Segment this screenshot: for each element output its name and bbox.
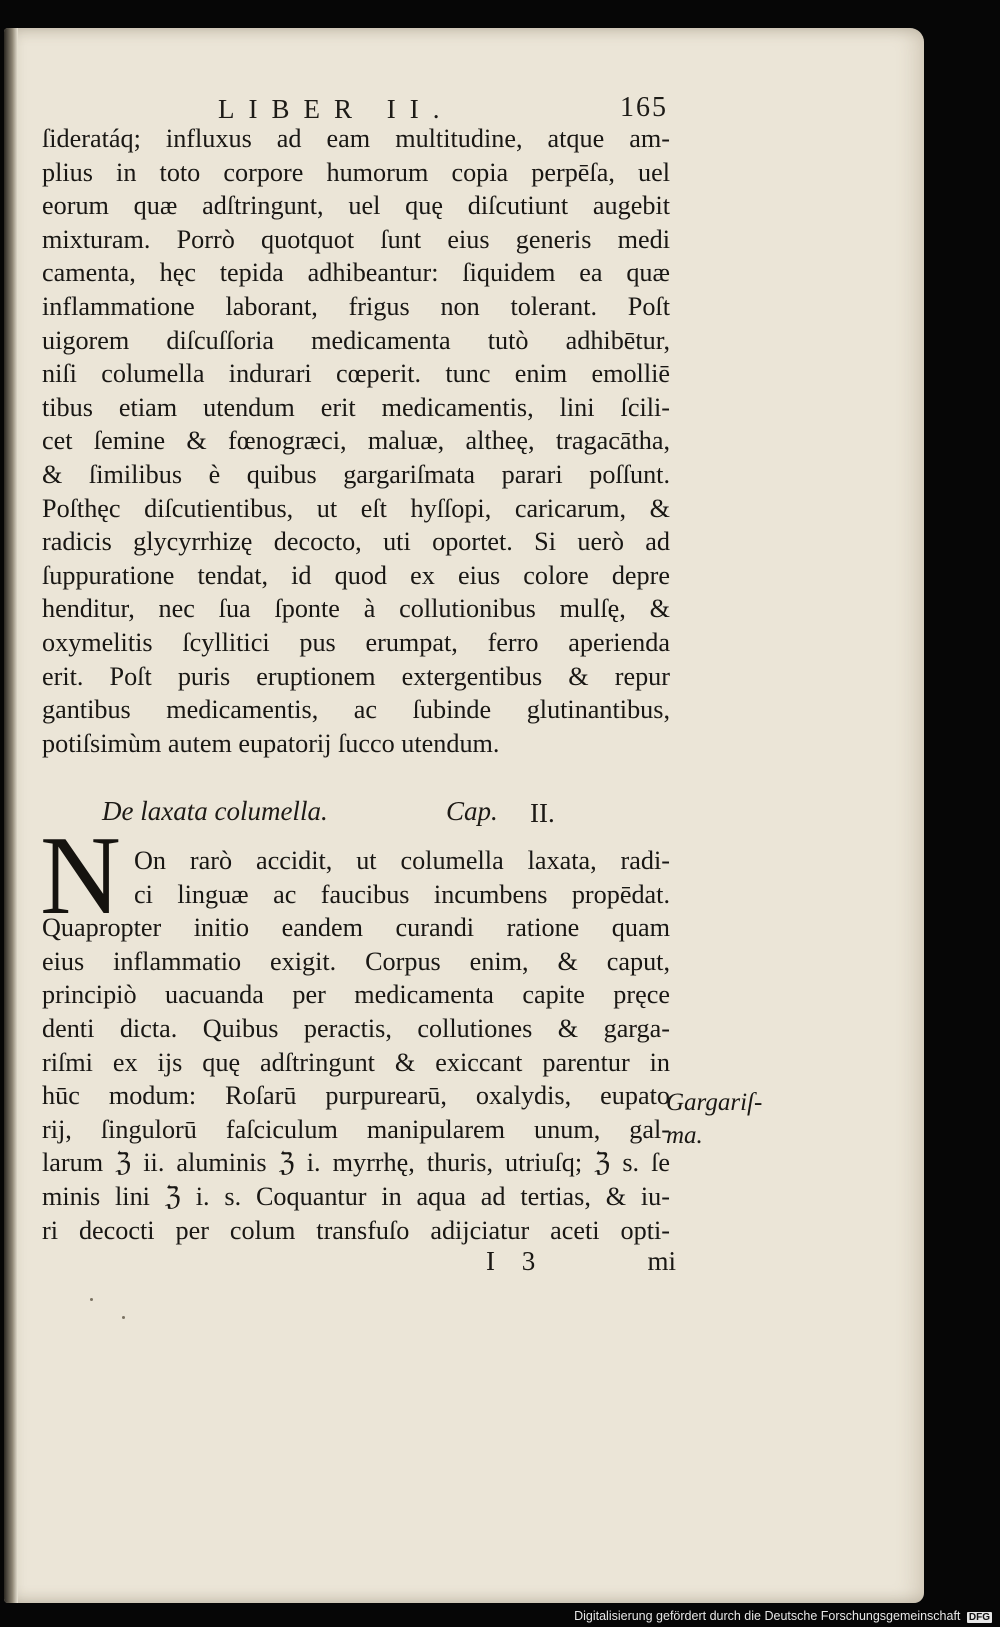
book-page xyxy=(4,28,924,1603)
text-line: larum ℨ ii. aluminis ℨ i. myrrhę, thuris, utriuſq; ℨ s. ſe xyxy=(42,1148,670,1178)
text-line: minis lini ℨ i. s. Coquantur in aqua ad tertias, & iu- xyxy=(42,1181,670,1211)
digitization-credit xyxy=(574,1609,992,1623)
signature-mark: I 3 xyxy=(486,1246,546,1276)
text-line: gantibus medicamentis, ac ſubinde glutinantibus, xyxy=(42,695,670,725)
dfg-logo: DFG xyxy=(968,1612,990,1623)
text-line: potiſsimùm autem eupatorij ſucco utendum. xyxy=(42,728,500,758)
chapter-number: II. xyxy=(530,798,555,828)
text-line: plius in toto corpore humorum copia perpēſa, uel xyxy=(42,157,670,187)
catchword: mi xyxy=(647,1246,676,1276)
text-line: denti dicta. Quibus peractis, collutiones & garga- xyxy=(42,1013,670,1043)
text-line: cet ſemine & fœnogræci, maluæ, altheę, tragacātha, xyxy=(42,426,670,456)
text-line: Poſthęc diſcutientibus, ut eſt hyſſopi, caricarum, & xyxy=(42,493,670,523)
text-line: eius inflammatio exigit. Corpus enim, & caput, xyxy=(42,946,670,976)
text-line: ci linguæ ac faucibus incumbens propēdat. xyxy=(134,879,670,909)
text-line: hūc modum: Roſarū purpurearū, oxalydis, eupato xyxy=(42,1081,670,1111)
page-spine-shadow xyxy=(4,28,18,1603)
text-line: rij, ſingulorū faſciculum manipularem unum, gal- xyxy=(42,1114,670,1144)
credit-text: Digitalisierung gefördert durch die Deutsche Forschungsgemeinschaft xyxy=(574,1609,961,1623)
text-line: camenta, hęc tepida adhibeantur: ſiquidem ea quæ xyxy=(42,258,670,288)
chapter-cap-label: Cap. xyxy=(446,796,498,826)
text-line: inflammatione laborant, frigus non tolerant. Poſt xyxy=(42,291,670,321)
text-line: Quapropter initio eandem curandi ratione quam xyxy=(42,913,670,943)
text-line: tibus etiam utendum erit medicamentis, lini ſcili- xyxy=(42,392,670,422)
text-line: eorum quæ adſtringunt, uel quę diſcutiunt augebit xyxy=(42,191,670,221)
text-line: riſmi ex ijs quę adſtringunt & exiccant parentur in xyxy=(42,1047,670,1077)
text-line: principiò uacuanda per medicamenta capite pręce xyxy=(42,980,670,1010)
text-line: ſideratáq; influxus ad eam multitudine, atque am- xyxy=(42,124,670,153)
text-line: uigorem diſcuſſoria medicamenta tutò adhibētur, xyxy=(42,325,670,355)
paper-speck xyxy=(90,1298,93,1301)
text-line: erit. Poſt puris eruptionem extergentibus & repur xyxy=(42,661,670,691)
chapter-title: De laxata columella. xyxy=(102,796,328,826)
text-line: & ſimilibus è quibus gargariſmata parari poſſunt. xyxy=(42,459,670,489)
chapter-heading xyxy=(102,796,662,836)
marginal-note-line: ma. xyxy=(666,1122,703,1149)
text-line: niſi columella indurari cœperit. tunc enim emolliē xyxy=(42,359,670,389)
paragraph-2 xyxy=(42,844,670,1247)
drop-capital: N xyxy=(40,814,121,938)
paper-speck xyxy=(122,1316,125,1319)
running-head-title: LIBER II. xyxy=(218,94,454,124)
text-line: mixturam. Porrò quotquot ſunt eius generis medi xyxy=(42,224,670,254)
text-line: On rarò accidit, ut columella laxata, radi- xyxy=(134,846,670,875)
text-line: henditur, nec ſua ſponte à collutionibus mulſę, & xyxy=(42,594,670,624)
folio-number: 165 xyxy=(620,92,668,123)
text-line: ri decocti per colum transfuſo adijciatur aceti opti- xyxy=(42,1215,670,1245)
text-line: ſuppuratione tendat, id quod ex eius colore depre xyxy=(42,560,670,590)
paragraph-1 xyxy=(42,122,670,760)
text-line: radicis glycyrrhizę decocto, uti oportet. Si uerò ad xyxy=(42,527,670,557)
text-line: oxymelitis ſcyllitici pus erumpat, ferro aperienda xyxy=(42,627,670,657)
marginal-note xyxy=(666,1086,762,1152)
marginal-note-line: Gargariſ- xyxy=(666,1089,763,1116)
